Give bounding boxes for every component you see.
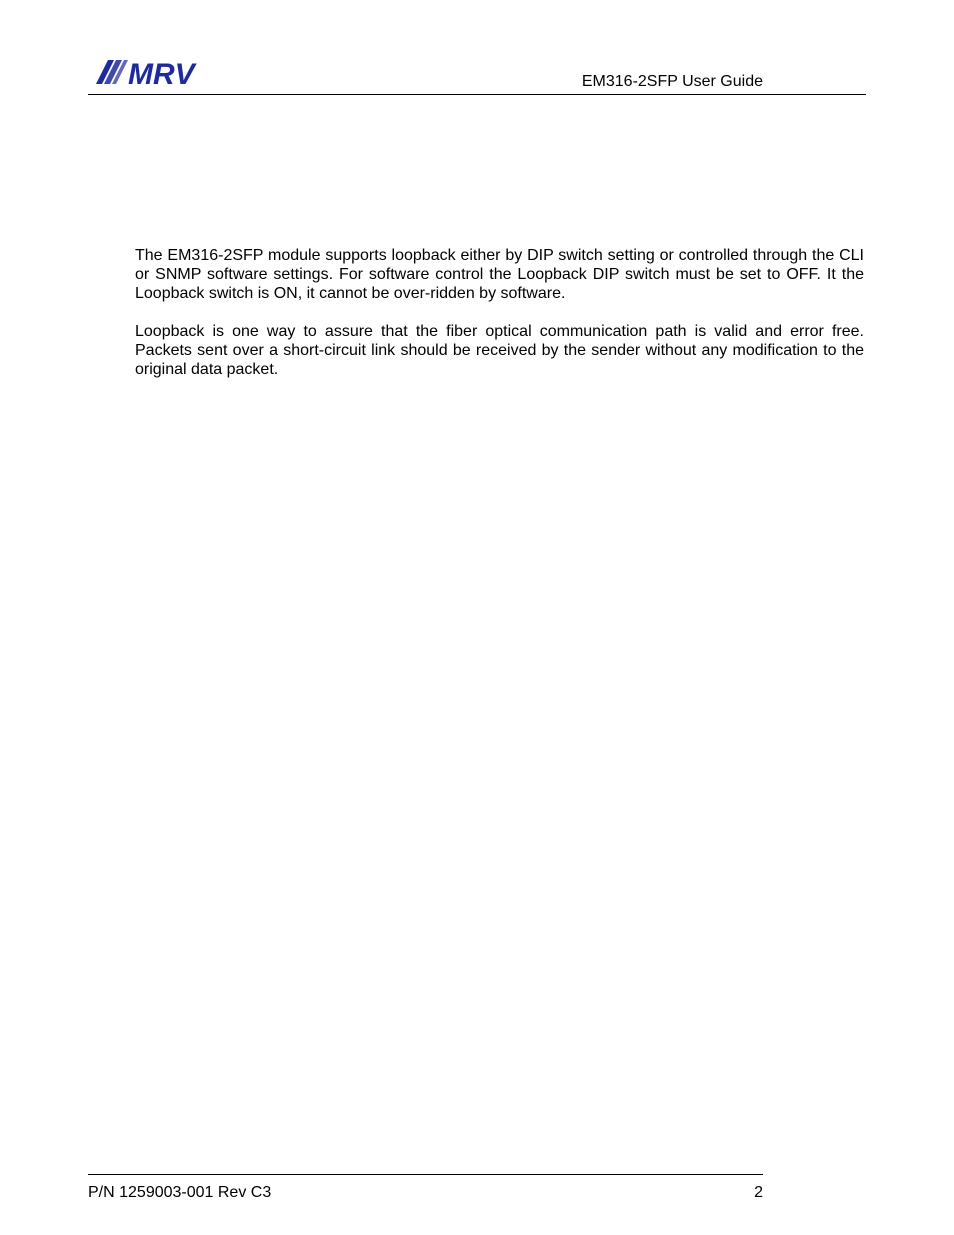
page-footer — [88, 1174, 763, 1201]
part-number: P/N 1259003-001 Rev C3 — [88, 1184, 272, 1201]
page-header — [88, 50, 866, 95]
logo-text: MRV — [128, 58, 195, 88]
paragraph-loopback-purpose: Loopback is one way to assure that the fiber optical communication path is valid and error free. Packets sent over a short-circuit link should be received by the sender without any modification to the original data packet. — [135, 322, 864, 379]
body-content — [135, 246, 864, 397]
paragraph-loopback-settings: The EM316-2SFP module supports loopback either by DIP switch setting or controlled through the CLI or SNMP software settings. For software control the Loopback DIP switch must be set to OFF. It the Loopback switch is ON, it cannot be over-ridden by software. — [135, 247, 864, 303]
mrv-logo — [94, 56, 218, 88]
page-number: 2 — [754, 1184, 763, 1201]
document-title: EM316-2SFP User Guide — [581, 73, 763, 90]
